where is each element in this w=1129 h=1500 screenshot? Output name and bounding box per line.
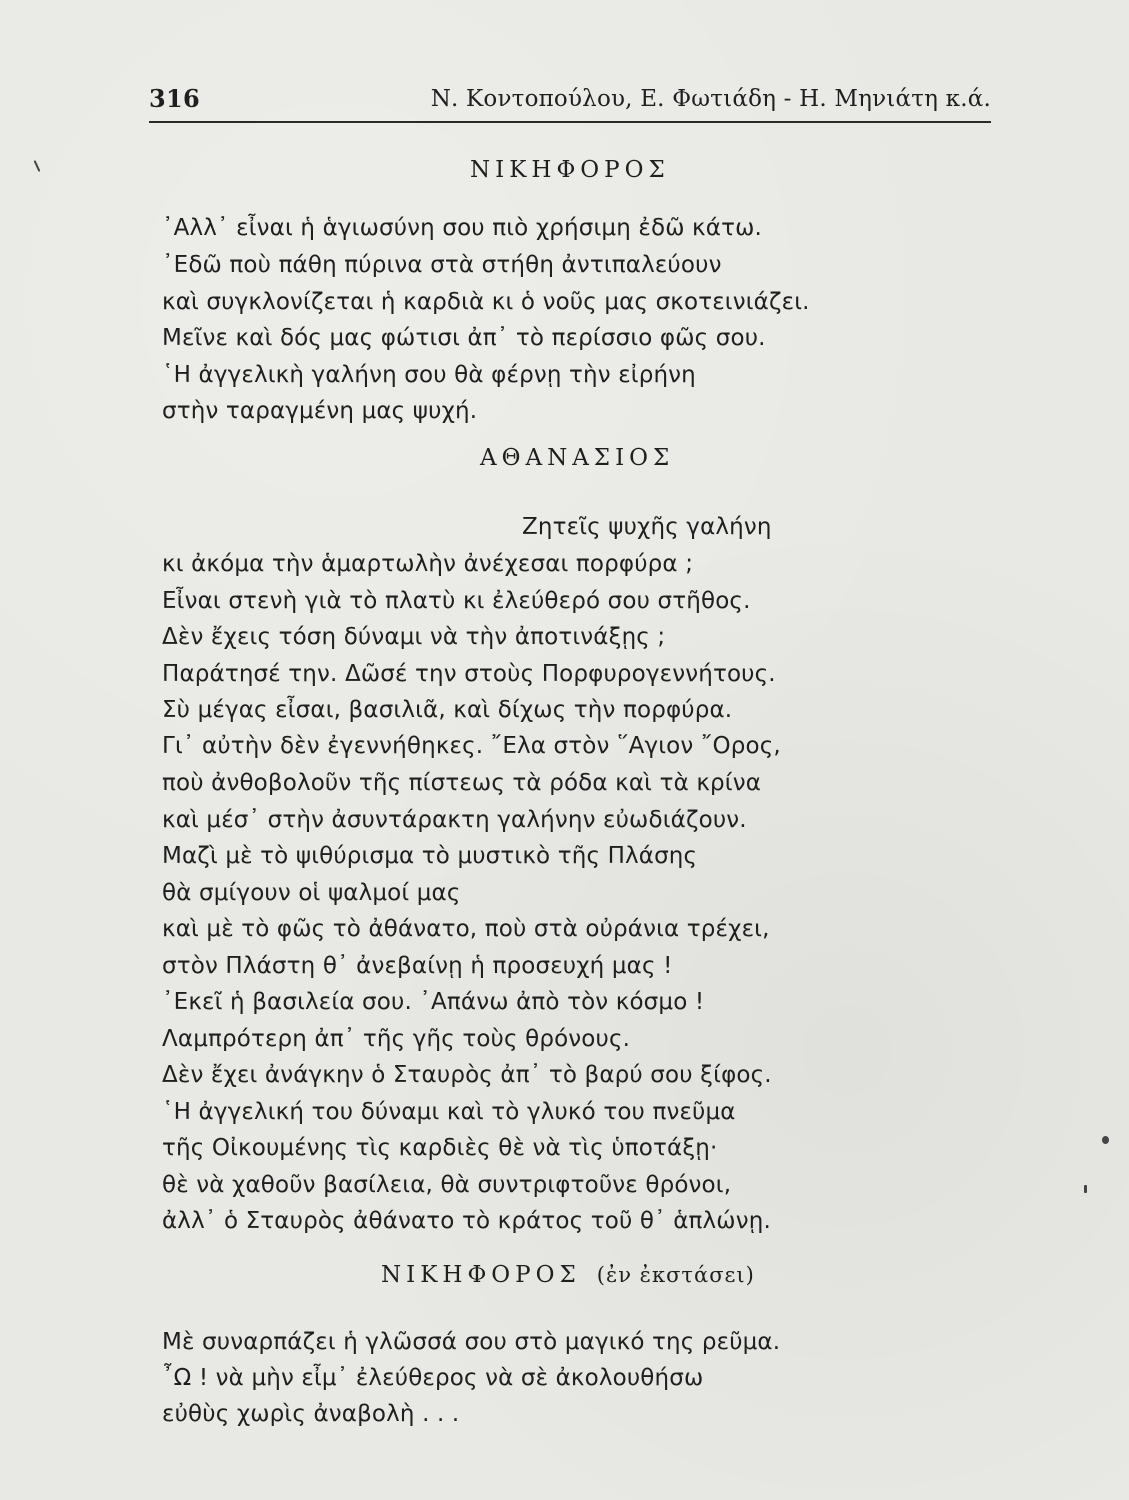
verse-line: ῾Η ἀγγελικὴ γαλήνη σου θὰ φέρνῃ τὴν εἰρήνη: [162, 362, 696, 388]
verse-line: καὶ συγκλονίζεται ἡ καρδιὰ κι ὁ νοῦς μας σκοτεινιάζει.: [162, 289, 810, 315]
verse-line: ᾿Εκεῖ ἡ βασιλεία σου. ᾿Απάνω ἀπὸ τὸν κόσμο !: [162, 989, 705, 1015]
verse-line: Λαμπρότερη ἀπ᾽ τῆς γῆς τοὺς θρόνους.: [162, 1026, 631, 1052]
verse-line: Μαζὶ μὲ τὸ ψιθύρισμα τὸ μυστικὸ τῆς Πλάσης: [162, 843, 698, 869]
verse-line: Δὲν ἔχει ἀνάγκην ὁ Σταυρὸς ἀπ᾽ τὸ βαρύ σου ξίφος.: [162, 1062, 772, 1088]
verse-line: Εἶναι στενὴ γιὰ τὸ πλατὺ κι ἐλεύθερό σου στῆθος.: [162, 588, 751, 614]
verse-line: ᾿Εδῶ ποὺ πάθη πύρινα στὰ στήθη ἀντιπαλεύουν: [162, 252, 722, 278]
verse-line: Γι᾽ αὐτὴν δὲν ἐγεννήθηκες. ῎Ελα στὸν ῞Αγιον ῎Ορος,: [162, 733, 781, 759]
verse-line: Μεῖνε καὶ δός μας φώτισι ἀπ᾽ τὸ περίσσιο φῶς σου.: [162, 325, 766, 351]
verse-line: κι ἀκόμα τὴν ἁμαρτωλὴν ἀνέχεσαι πορφύρα ;: [162, 551, 694, 577]
verse-line: εὐθὺς χωρὶς ἀναβολὴ . . .: [162, 1401, 460, 1427]
verse-line: ἀλλ᾽ ὁ Σταυρὸς ἀθάνατο τὸ κράτος τοῦ θ᾽ ἁπλώνῃ.: [162, 1208, 771, 1234]
verse-line: Μὲ συναρπάζει ἡ γλῶσσά σου στὸ μαγικό της ρεῦμα.: [162, 1329, 781, 1355]
scan-speck: [1084, 1185, 1087, 1193]
verse-line: ᾿Αλλ᾽ εἶναι ἡ ἁγιωσύνη σου πιὸ χρήσιμη ἐδῶ κάτω.: [162, 215, 762, 241]
speaker-name: ΝΙΚΗΦΟΡΟΣ: [470, 157, 670, 183]
header-rule: [149, 121, 991, 123]
verse-line: ῏Ω ! νὰ μὴν εἶμ᾽ ἐλεύθερος νὰ σὲ ἀκολουθήσω: [162, 1365, 704, 1391]
page-number: 316: [149, 84, 200, 113]
speaker-name: ΑΘΑΝΑΣΙΟΣ: [480, 445, 675, 471]
verse-line: καὶ μὲ τὸ φῶς τὸ ἀθάνατο, ποὺ στὰ οὐράνια τρέχει,: [162, 916, 770, 942]
running-head-title: Ν. Κοντοπούλου, Ε. Φωτιάδη - Η. Μηνιάτη κ.ά.: [430, 86, 991, 112]
verse-line: θὰ σμίγουν οἱ ψαλμοί μας: [162, 880, 461, 906]
verse-line: καὶ μέσ᾽ στὴν ἀσυντάρακτη γαλήνην εὐωδιάζουν.: [162, 807, 747, 833]
verse-line: Παράτησέ την. Δῶσέ την στοὺς Πορφυρογεννήτους.: [162, 661, 776, 687]
speaker-heading: [381, 1262, 755, 1288]
scan-speck: [1102, 1136, 1109, 1144]
stage-direction: (ἐν ἐκστάσει): [596, 1263, 755, 1287]
verse-line: Ζητεῖς ψυχῆς γαλήνη: [522, 514, 772, 540]
verse-line: στὴν ταραγμένη μας ψυχή.: [162, 398, 478, 424]
running-head: [149, 82, 991, 122]
verse-line: τῆς Οἰκουμένης τὶς καρδιὲς θὲ νὰ τὶς ὑποτάξῃ·: [162, 1135, 718, 1161]
verse-line: θὲ νὰ χαθοῦν βασίλεια, θὰ συντριφτοῦνε θρόνοι,: [162, 1172, 732, 1198]
verse-line: στὸν Πλάστη θ᾽ ἀνεβαίνῃ ἡ προσευχή μας !: [162, 953, 673, 979]
scan-speck: [34, 160, 41, 172]
verse-line: ποὺ ἀνθοβολοῦν τῆς πίστεως τὰ ρόδα καὶ τὰ κρίνα: [162, 770, 762, 796]
speaker-name: ΝΙΚΗΦΟΡΟΣ: [381, 1262, 581, 1288]
verse-line: Σὺ μέγας εἶσαι, βασιλιᾶ, καὶ δίχως τὴν πορφύρα.: [162, 697, 733, 723]
verse-line: Δὲν ἔχεις τόση δύναμι νὰ τὴν ἀποτινάξῃς ;: [162, 624, 666, 650]
verse-line: ῾Η ἀγγελική του δύναμι καὶ τὸ γλυκό του πνεῦμα: [162, 1099, 736, 1125]
